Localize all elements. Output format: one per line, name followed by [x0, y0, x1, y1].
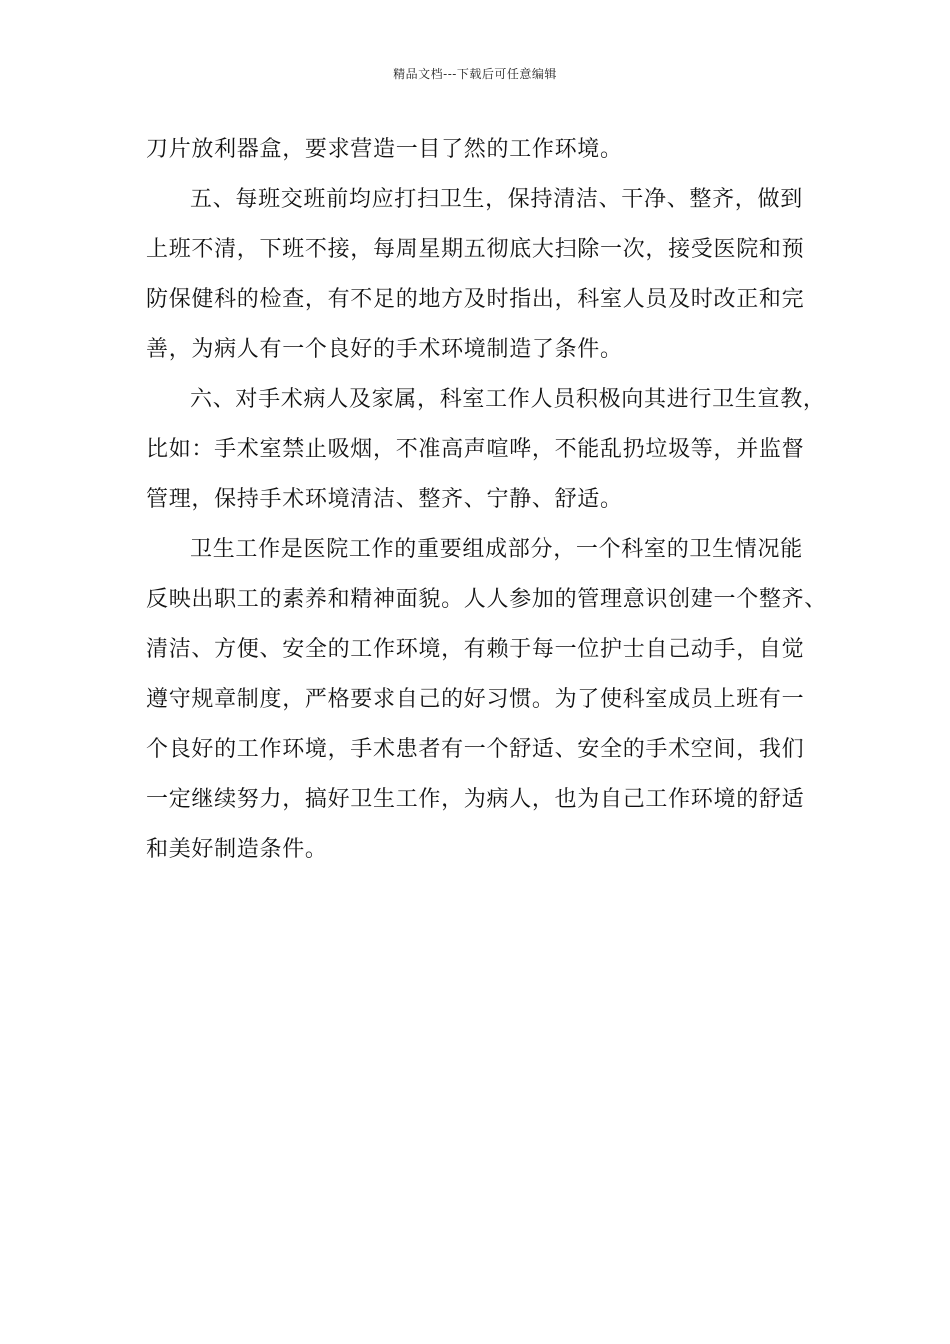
text-line: 清洁、方便、安全的工作环境，有赖于每一位护士自己动手，自觉: [146, 637, 805, 662]
text-line: 反映出职工的素养和精神面貌。人人参加的管理意识创建一个整齐、: [146, 587, 828, 612]
text-line: 五、每班交班前均应打扫卫生，保持清洁、干净、整齐，做到: [190, 187, 803, 212]
text-line: 管理，保持手术环境清洁、整齐、宁静、舒适。: [146, 487, 623, 512]
paragraph-item-six: [146, 382, 826, 532]
paragraph-item-five: [146, 182, 811, 382]
text-line: 卫生工作是医院工作的重要组成部分，一个科室的卫生情况能: [190, 537, 803, 562]
paragraph-continuation: [146, 132, 811, 182]
text-line: 上班不清，下班不接，每周星期五彻底大扫除一次，接受医院和预: [146, 237, 805, 262]
text-line: 刀片放利器盒，要求营造一目了然的工作环境。: [146, 137, 623, 162]
text-line: 比如：手术室禁止吸烟，不准高声喧哗，不能乱扔垃圾等，并监督: [146, 437, 805, 462]
text-line: 个良好的工作环境，手术患者有一个舒适、安全的手术空间，我们: [146, 737, 805, 762]
text-line: 善，为病人有一个良好的手术环境制造了条件。: [146, 337, 623, 362]
text-line: 防保健科的检查，有不足的地方及时指出，科室人员及时改正和完: [146, 287, 805, 312]
page-header: 精品文档---下载后可任意编辑: [393, 67, 557, 81]
text-line: 一定继续努力，搞好卫生工作，为病人，也为自己工作环境的舒适: [146, 787, 805, 812]
text-line: 和美好制造条件。: [146, 837, 328, 862]
paragraph-conclusion: [146, 532, 828, 882]
text-line: 遵守规章制度，严格要求自己的好习惯。为了使科室成员上班有一: [146, 687, 805, 712]
document-body: [146, 132, 828, 882]
text-line: 六、对手术病人及家属，科室工作人员积极向其进行卫生宣教，: [190, 387, 826, 412]
